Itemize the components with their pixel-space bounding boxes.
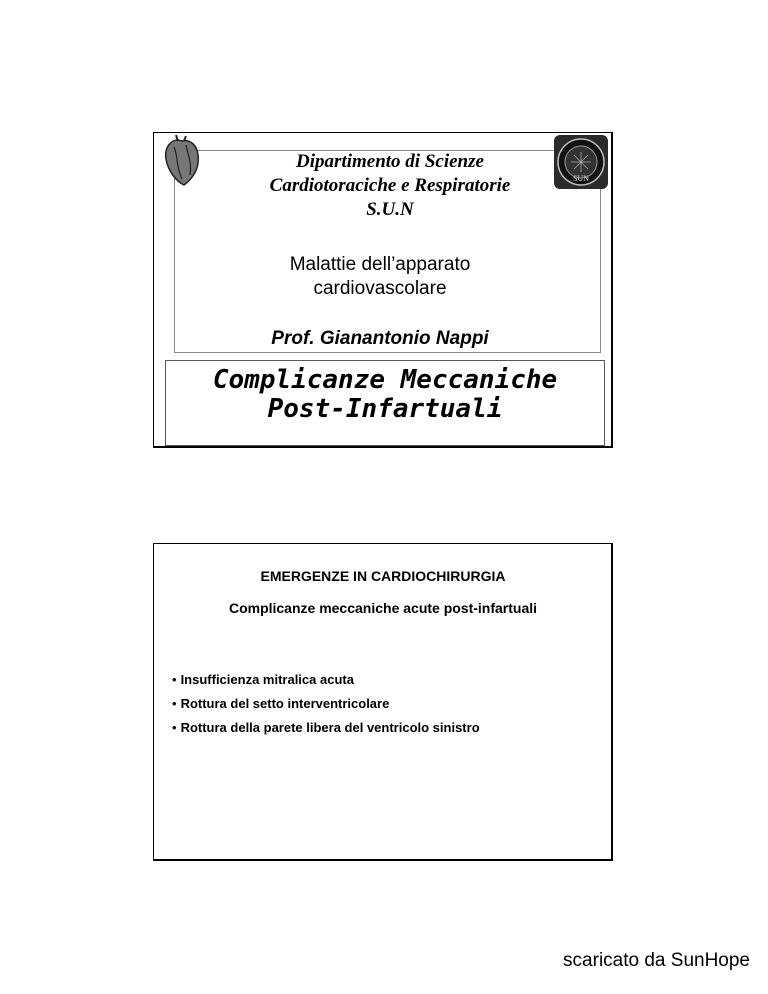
department-line-3: S.U.N bbox=[366, 199, 414, 220]
course-line-1: Malattie dell’apparato bbox=[289, 254, 471, 275]
title-line-2: Post-Infartuali bbox=[267, 394, 503, 424]
university-seal-icon bbox=[553, 134, 609, 190]
professor-name: Prof. Gianantonio Nappi bbox=[271, 328, 489, 349]
bullet-icon: • bbox=[172, 672, 177, 687]
list-item: • Rottura della parete libera del ventricolo sinistro bbox=[172, 720, 480, 735]
bullet-icon: • bbox=[172, 696, 177, 711]
footer-source: scaricato da SunHope bbox=[563, 950, 750, 971]
slide-1-title bbox=[170, 366, 600, 424]
svg-text:SUN: SUN bbox=[572, 174, 590, 183]
course-line-2: cardiovascolare bbox=[313, 278, 447, 299]
department-line-1: Dipartimento di Scienze bbox=[296, 151, 484, 172]
title-line-1: Complicanze Meccaniche bbox=[212, 365, 558, 395]
course-name bbox=[220, 253, 540, 301]
slide-2-heading: EMERGENZE IN CARDIOCHIRURGIA bbox=[260, 568, 506, 584]
list-item: • Insufficienza mitralica acuta bbox=[172, 672, 354, 687]
slide-2-subheading: Complicanze meccaniche acute post-infartuali bbox=[228, 600, 538, 616]
department-line-2: Cardiotoraciche e Respiratorie bbox=[269, 175, 511, 196]
department-name bbox=[230, 150, 550, 222]
heart-icon bbox=[162, 135, 202, 187]
bullet-list bbox=[172, 672, 602, 744]
bullet-icon: • bbox=[172, 720, 177, 735]
list-item: • Rottura del setto interventricolare bbox=[172, 696, 390, 711]
